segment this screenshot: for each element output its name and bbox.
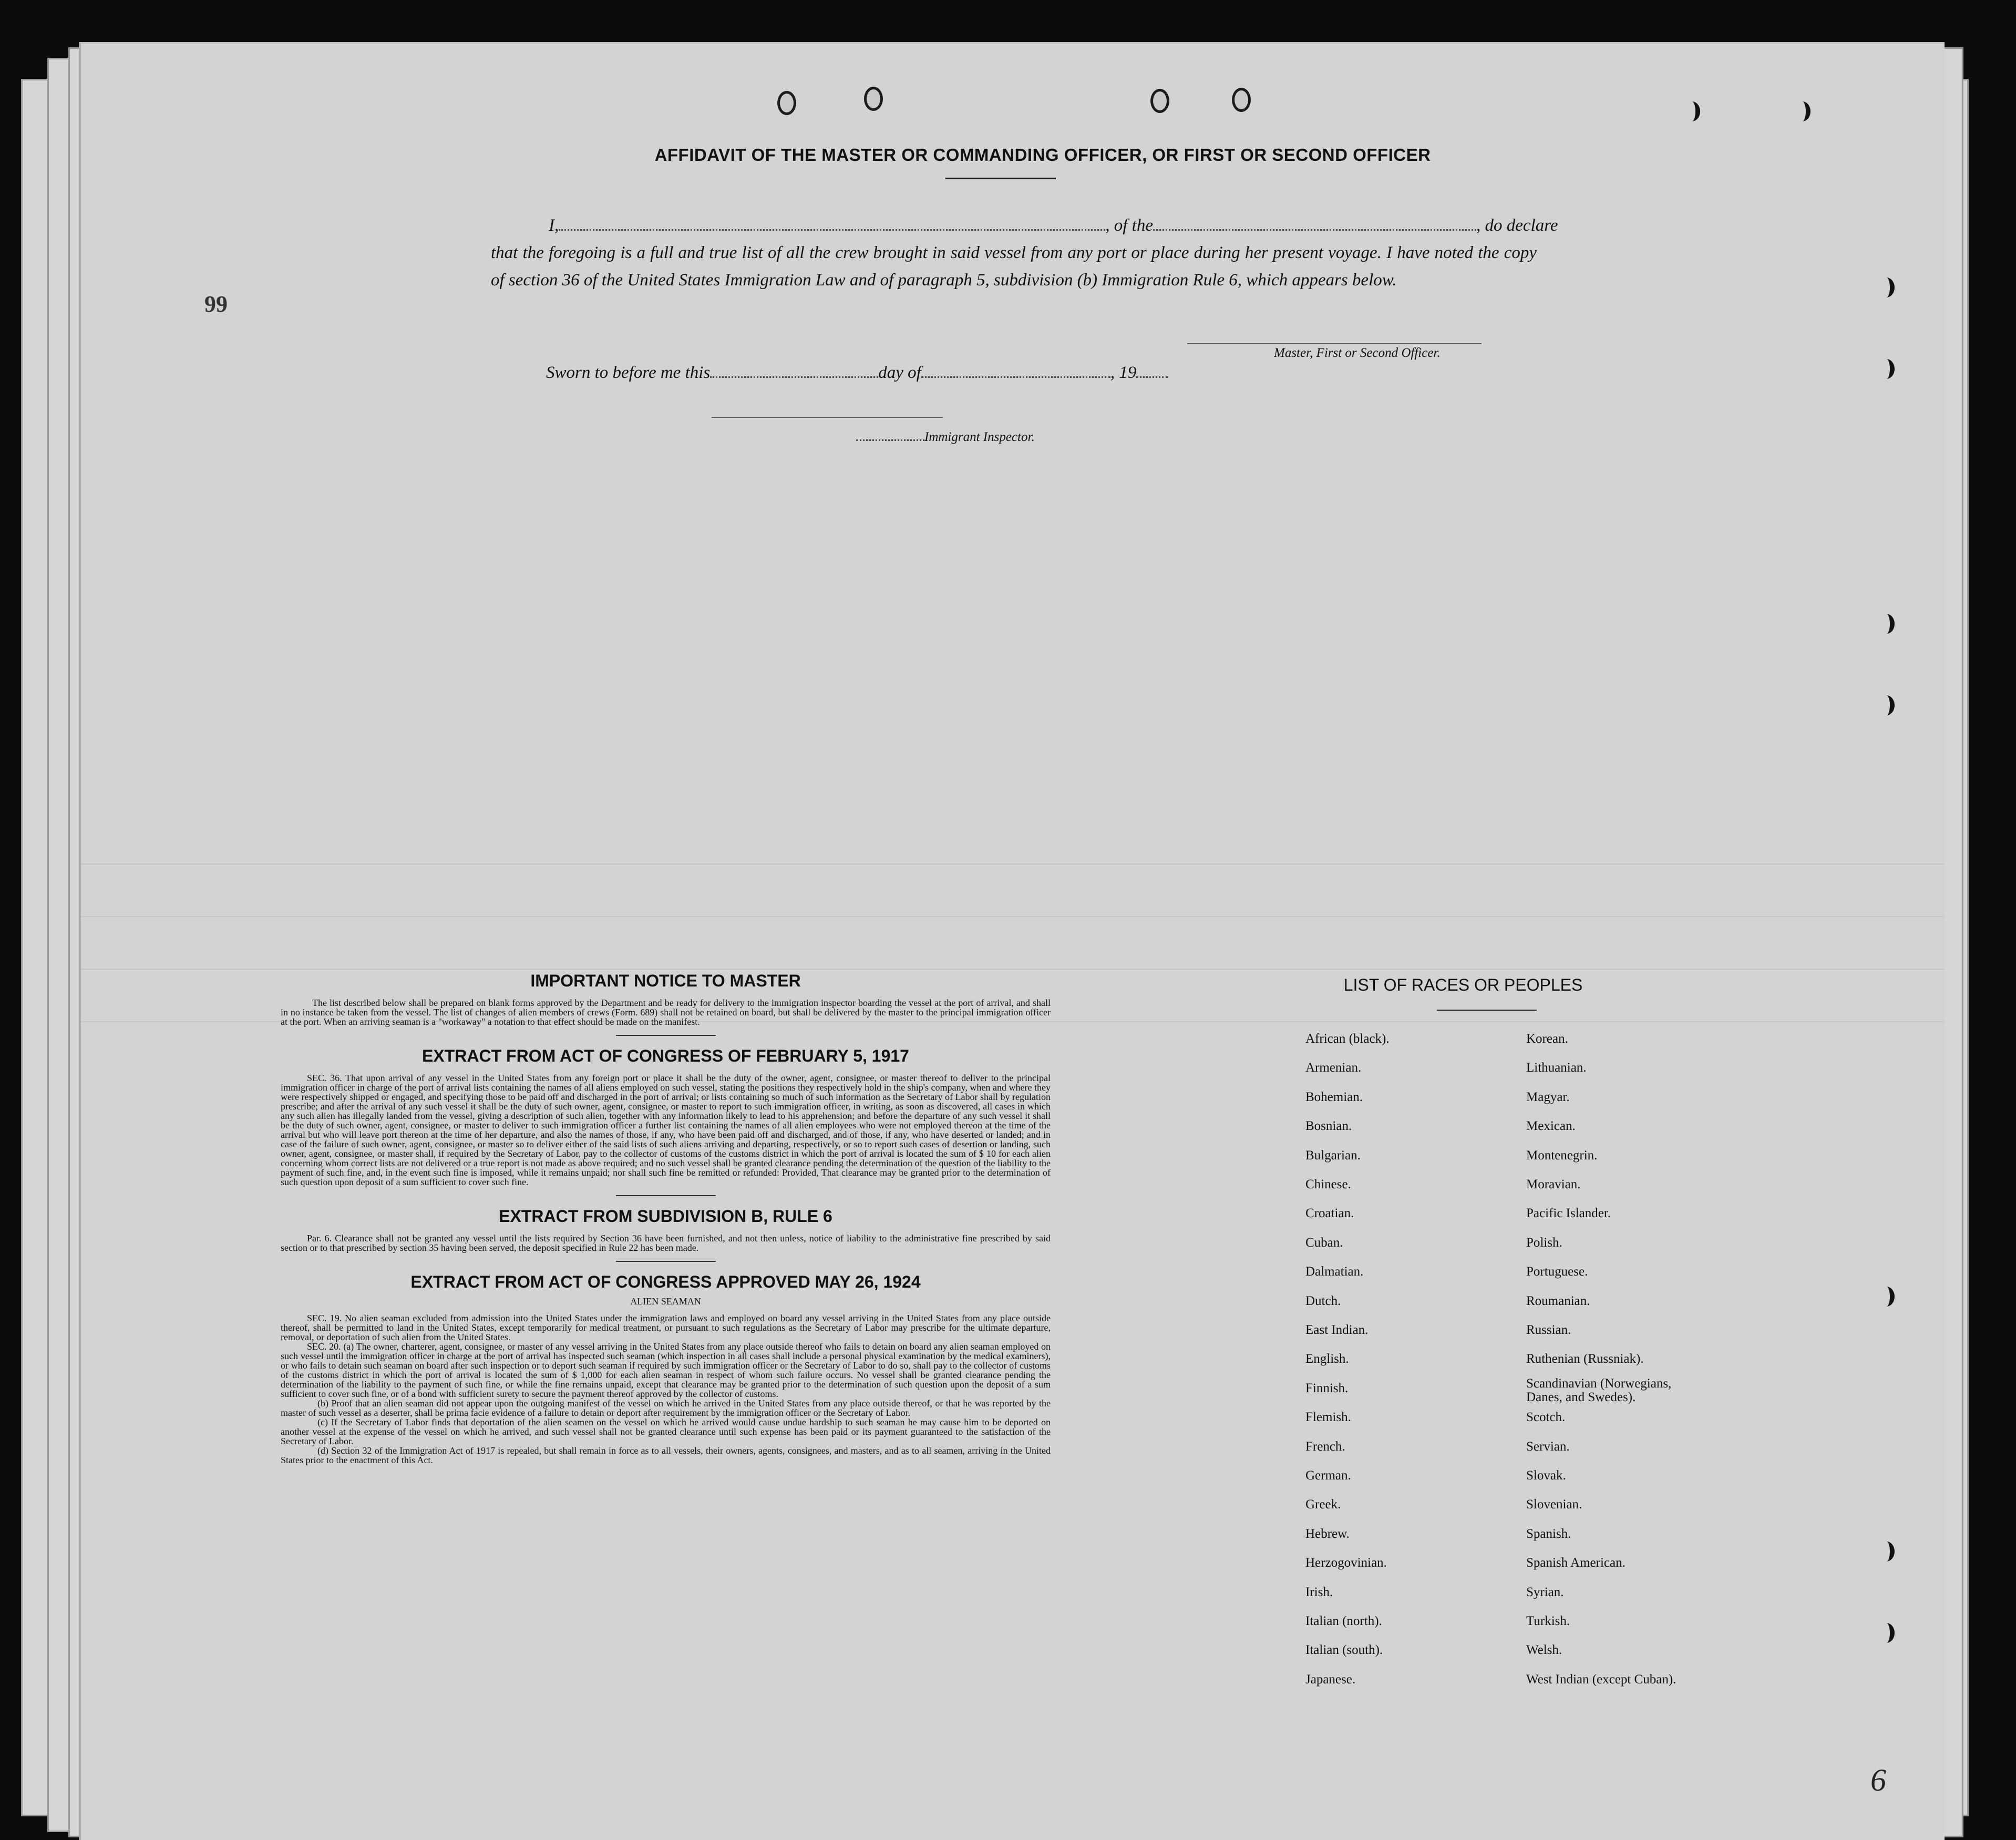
title-rule	[945, 178, 1056, 179]
race-item: English.	[1305, 1352, 1349, 1366]
race-item: Moravian.	[1526, 1177, 1581, 1191]
extract-1924-sec20b: (b) Proof that an alien seaman did not appear upon the outgoing manifest of the vessel on which he arrived in the United States from any place outside thereof, or that he was reported by the master of such vessel as a deserter, shall be prima facie evidence of a failure to detain or deport after requirement by the immigration officer or the Secretary of Labor.	[281, 1398, 1051, 1418]
corner-mark: 6	[1870, 1763, 1886, 1797]
sworn-day-field[interactable]	[710, 364, 878, 378]
punch-hole	[864, 87, 883, 111]
binding-hole	[1878, 614, 1895, 634]
race-item: Scotch.	[1526, 1410, 1566, 1425]
race-item: Turkish.	[1526, 1614, 1570, 1628]
race-item: Servian.	[1526, 1439, 1570, 1454]
race-item: Scandinavian (Norwegians, Danes, and Swedes).	[1526, 1376, 1672, 1404]
race-item: Hebrew.	[1305, 1526, 1350, 1541]
inspector-signature-line[interactable]	[712, 417, 943, 418]
race-item: Spanish.	[1526, 1526, 1571, 1541]
race-item: Lithuanian.	[1526, 1061, 1587, 1075]
master-signature-label: Master, First or Second Officer.	[1274, 346, 1441, 360]
vessel-field[interactable]	[1153, 217, 1476, 231]
binding-hole	[1878, 695, 1895, 715]
extract-1924-sec20c: (c) If the Secretary of Labor finds that deportation of the alien seamen on the vessel on which he arrived would cause undue hardship to such seaman he may cause him to be deported on another vessel at the expense of the vessel on which he arrived, and such vessel shall not be granted clearance until such expense has been paid or its payment guaranteed to the satisfaction of the Secretary of Labor.	[281, 1417, 1051, 1446]
binding-hole	[1878, 1541, 1895, 1561]
left-column	[281, 971, 1051, 1465]
sworn-month-field[interactable]	[921, 364, 1110, 378]
race-item: Flemish.	[1305, 1410, 1351, 1425]
section-divider	[616, 1035, 716, 1036]
inspector-field[interactable]	[856, 432, 924, 441]
notice-text: The list described below shall be prepared on blank forms approved by the Department and be ready for delivery to the immigration inspector boarding the vessel at the port of arrival, and shall in no instance be taken from the vessel. The list of changes of alien members of crews (Form. 689) shall not be retained on board, but shall be delivered by the master to the principal immigration officer at the port. When an arriving seaman is a "workaway" a notation to that effect should be made on the manifest.	[281, 998, 1051, 1027]
notice-title: IMPORTANT NOTICE TO MASTER	[530, 971, 801, 990]
punch-hole	[1150, 89, 1169, 113]
of-the-label: , of the	[1105, 216, 1153, 235]
form-page	[79, 42, 1945, 1840]
race-item: Italian (south).	[1305, 1643, 1383, 1658]
race-item: East Indian.	[1305, 1323, 1369, 1337]
master-signature-line[interactable]	[1187, 343, 1482, 344]
race-item: Italian (north).	[1305, 1614, 1382, 1628]
race-item: African (black).	[1305, 1032, 1390, 1046]
margin-number: 99	[204, 291, 228, 317]
section-divider	[616, 1261, 716, 1262]
binding-hole	[1684, 101, 1700, 121]
race-item: Cuban.	[1305, 1235, 1343, 1250]
race-item: Dalmatian.	[1305, 1265, 1364, 1279]
race-item: Chinese.	[1305, 1177, 1351, 1191]
sworn-prefix: Sworn to before me this	[546, 363, 711, 382]
declare-label: , do declare	[1476, 216, 1558, 235]
race-item: West Indian (except Cuban).	[1526, 1672, 1676, 1687]
race-item: Japanese.	[1305, 1672, 1356, 1687]
binding-hole	[1878, 359, 1895, 379]
race-item: Bosnian.	[1305, 1119, 1352, 1134]
punch-hole	[777, 91, 796, 115]
section-divider	[616, 1195, 716, 1196]
race-item: French.	[1305, 1439, 1345, 1454]
race-item: Bohemian.	[1305, 1089, 1363, 1104]
race-item: Ruthenian (Russniak).	[1526, 1352, 1644, 1366]
race-item: Spanish American.	[1526, 1556, 1626, 1570]
race-item: Bulgarian.	[1305, 1148, 1361, 1163]
affidavit-title: AFFIDAVIT OF THE MASTER OR COMMANDING OFFICER, OR FIRST OR SECOND OFFICER	[654, 145, 1431, 165]
race-item: Greek.	[1305, 1497, 1341, 1512]
sworn-line	[546, 359, 1168, 386]
races-title-rule	[1437, 1010, 1537, 1011]
race-item: Syrian.	[1526, 1585, 1564, 1599]
extract-1917-title: EXTRACT FROM ACT OF CONGRESS OF FEBRUARY 5, 1917	[422, 1046, 909, 1065]
extract-rule6-title: EXTRACT FROM SUBDIVISION B, RULE 6	[499, 1207, 832, 1226]
race-item: Irish.	[1305, 1585, 1333, 1599]
race-item: German.	[1305, 1468, 1351, 1483]
sworn-year-field[interactable]	[1136, 364, 1168, 378]
race-item: Russian.	[1526, 1323, 1571, 1337]
binding-hole	[1878, 1287, 1895, 1307]
inspector-label: Immigrant Inspector.	[924, 430, 1035, 444]
race-item: Portuguese.	[1526, 1265, 1588, 1279]
extract-1924-sec20a: SEC. 20. (a) The owner, charterer, agent, consignee, or master of any vessel arriving in the United States from any place outside thereof who fails to detain on board any alien seaman employed on such vessel until the immigration officer in charge at the port of arrival has inspected such seaman (which inspection in all cases shall include a personal physical examination by the medical examiners), or who fails to detain such seaman on board after such inspection or to deport such seaman if required by such immigration officer or the Secretary of Labor to do so, shall pay to the collector of customs of the customs district in which the port of arrival is located the sum of $ 1,000 for each alien seaman in respect of whom such failure occurs. No vessel shall be granted clearance pending the determination of the liability to the payment of such fine, or while the fine remains unpaid, except that clearance may be granted prior to the determination of such question upon the deposit of a sum sufficient to cover such fine, or of a bond with sufficient surety to secure the payment thereof approved by the collector of customs.	[281, 1341, 1051, 1399]
ruled-line	[81, 969, 1945, 970]
races-title: LIST OF RACES OR PEOPLES	[1343, 975, 1583, 994]
race-item: Roumanian.	[1526, 1293, 1590, 1308]
ruled-line	[81, 916, 1945, 917]
race-item: Korean.	[1526, 1032, 1568, 1046]
extract-1924-sec20d: (d) Section 32 of the Immigration Act of 1917 is repealed, but shall remain in force as to all vessels, their owners, agents, consignees, and masters, and as to all seamen, arriving in the United States prior to the enactment of this Act.	[281, 1445, 1051, 1465]
race-item: Montenegrin.	[1526, 1148, 1598, 1163]
binding-hole	[1794, 101, 1811, 121]
race-item: Croatian.	[1305, 1206, 1354, 1221]
race-item: Finnish.	[1305, 1381, 1349, 1395]
race-item: Slovenian.	[1526, 1497, 1582, 1512]
race-item: Mexican.	[1526, 1119, 1576, 1134]
race-item: Magyar.	[1526, 1089, 1570, 1104]
extract-rule6-text: Par. 6. Clearance shall not be granted any vessel until the lists required by Section 36 have been furnished, and not then unless, notice of liability to the administrative fine prescribed by said section or to that prescribed by section 35 having been served, the deposit specified in Rule 22 has been made.	[281, 1233, 1051, 1253]
binding-hole	[1878, 277, 1895, 297]
extract-1924-sec19: SEC. 19. No alien seaman excluded from admission into the United States under the immigration laws and employed on board any vessel arriving in the United States from any place outside thereof, shall be permitted to land in the United States, except temporarily for medical treatment, or pursuant to such regulations as the Secretary of Labor may prescribe for the ultimate departure, removal, or deportation of such alien from the United States.	[281, 1313, 1051, 1342]
race-item: Dutch.	[1305, 1293, 1341, 1308]
race-item: Herzogovinian.	[1305, 1556, 1387, 1570]
race-item: Pacific Islander.	[1526, 1206, 1611, 1221]
extract-1917-text: SEC. 36. That upon arrival of any vessel in the United States from any foreign port or place it shall be the duty of the owner, agent, consignee, or master thereof to deliver to the principal immigration officer in charge of the port of arrival lists containing the names of all aliens employed on such vessel, stating the positions they respectively hold in the ship's company, when and where they were respectively shipped or engaged, and specifying those to be paid off and discharged in the port of arrival; or lists containing so much of such information as the Secretary of Labor shall by regulation prescribe; and after the arrival of any such vessel it shall be the duty of such owner, agent, consignee, or master to report to such immigration officer, in writing, as soon as discovered, all cases in which any such alien has illegally landed from the vessel, giving a description of such alien, together with any information likely to lead to his apprehension; and before the departure of any such vessel it shall be the duty of such owner, agent, consignee, or master to deliver to such immigration officer a further list containing the names of all alien employees who were not employed thereon at the time of the arrival but who will leave port thereon at the time of her departure, and also the names of those, if any, who have been paid off and discharged, and of those, if any, who have deserted or landed; and in case of the failure of such owner, agent, consignee, or master so to deliver either of the said lists of such aliens arriving and departing, respectively, or so to report such cases of desertion or landing, such owner, agent, consignee, or master shall, if required by the Secretary of Labor, pay to the collector of customs of the customs district in which the port of arrival is located the sum of $ 10 for each alien concerning whom correct lists are not delivered or a true report is not made as above required; and no such vessel shall be granted clearance pending the determination of the question of the liability to the payment of such fine, and, in the event such fine is imposed, while it remains unpaid; nor shall such fine be remitted or refunded: Provided, That clearance may be granted prior to the determination of such question upon deposit of a sum sufficient to cover such fine.	[281, 1073, 1051, 1187]
sworn-day-of: day of	[878, 363, 921, 382]
inspector-line	[856, 430, 1035, 445]
race-item: Welsh.	[1526, 1643, 1562, 1658]
binding-hole	[1878, 1623, 1895, 1643]
race-item: Armenian.	[1305, 1061, 1362, 1075]
extract-1924-subtitle: ALIEN SEAMAN	[630, 1296, 701, 1307]
sworn-year: , 19	[1110, 363, 1137, 382]
race-item: Slovak.	[1526, 1468, 1566, 1483]
ruled-line	[81, 864, 1945, 865]
name-field[interactable]	[559, 217, 1105, 231]
affidavit-line1	[549, 212, 1595, 239]
extract-1924-title: EXTRACT FROM ACT OF CONGRESS APPROVED MAY 26, 1924	[410, 1272, 921, 1291]
punch-hole	[1232, 88, 1251, 112]
affidavit-body: that the foregoing is a full and true list of all the crew brought in said vessel from any port or place during her present voyage. I have noted the copy of section 36 of the United States Immigration Law and of paragraph 5, subdivision (b) Immigration Rule 6, which appears below.	[491, 243, 1537, 290]
race-item: Polish.	[1526, 1235, 1562, 1250]
i-label: I,	[549, 216, 559, 235]
